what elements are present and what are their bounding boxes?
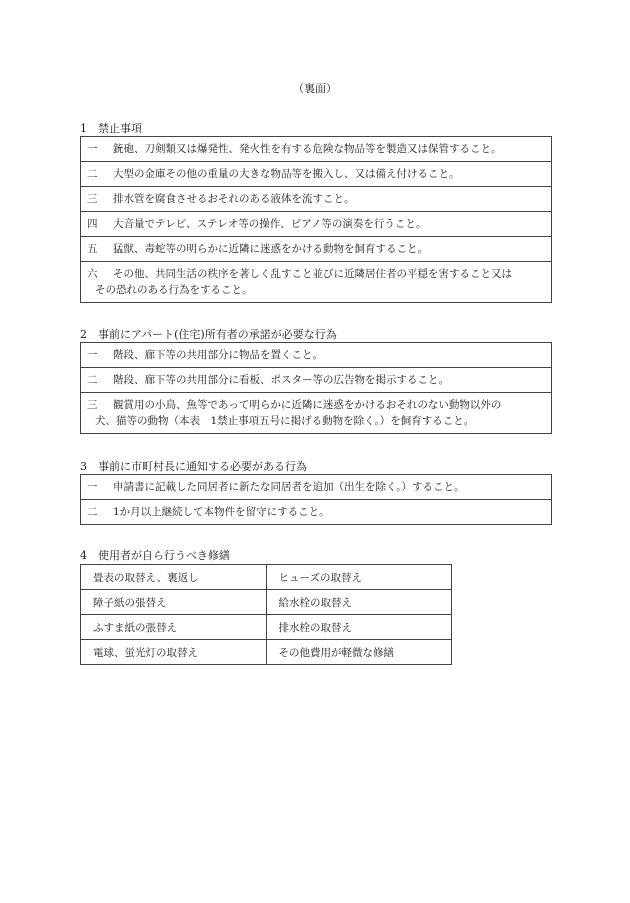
item-text: 銃砲、刀剣類又は爆発性、発火性を有する危険な物品等を製造又は保管すること。 (113, 143, 502, 155)
repair-cell: 排水栓の取替え (266, 615, 452, 640)
item-text: その他、共同生活の秩序を著しく乱すこと並びに近隣居住者の平穏を害すること又は (113, 268, 512, 280)
table-row (81, 162, 552, 187)
table-row (81, 368, 552, 393)
item-number: 三 (87, 399, 98, 411)
section-heading-prohibited: 1 禁止事項 (80, 122, 142, 135)
item-number: 一 (87, 481, 98, 493)
item-text: 猛獣、毒蛇等の明らかに近隣に迷惑をかける動物を飼育すること。 (113, 243, 428, 255)
prohibited-items-table (80, 136, 552, 303)
table-row (81, 640, 452, 665)
item-number: 六 (87, 268, 98, 280)
section-heading-notify-mayor: 3 事前に市町村長に通知する必要がある行為 (80, 460, 307, 473)
item-text: 大音量でテレビ、ステレオ等の操作、ピアノ等の演奏を行うこと。 (113, 218, 427, 230)
table-row (81, 187, 552, 212)
repair-cell: ふすま紙の張替え (81, 615, 267, 640)
item-number: 五 (87, 243, 98, 255)
section-heading-owner-approval: 2 事前にアパート(住宅)所有者の承諾が必要な行為 (80, 328, 337, 341)
item-text: 排水管を腐食させるおそれのある液体を流すこと。 (113, 193, 355, 205)
notify-mayor-table (80, 474, 552, 525)
item-text: 階段、廊下等の共用部分に看板、ポスター等の広告物を掲示すること。 (113, 374, 449, 386)
table-row (81, 590, 452, 615)
item-text: 申請書に記載した同居者に新たな同居者を追加（出生を除く。）すること。 (113, 481, 465, 493)
owner-approval-table (80, 342, 552, 434)
table-row (81, 615, 452, 640)
table-row (81, 475, 552, 500)
item-number: 四 (87, 218, 98, 230)
repair-cell: 給水栓の取替え (266, 590, 452, 615)
item-text: 大型の金庫その他の重量の大きな物品等を搬入し、又は備え付けること。 (113, 168, 460, 180)
page-title: （裏面） (293, 82, 337, 95)
table-row (81, 212, 552, 237)
self-repairs-table (80, 564, 452, 665)
item-number: 二 (87, 374, 98, 386)
repair-cell: 畳表の取替え、裏返し (81, 565, 267, 590)
item-text: 観賞用の小鳥、魚等であって明らかに近隣に迷惑をかけるおそれのない動物以外の (113, 399, 502, 411)
repair-cell: その他費用が軽微な修繕 (266, 640, 452, 665)
item-number: 三 (87, 193, 98, 205)
table-row (81, 237, 552, 262)
repair-cell: 障子紙の張替え (81, 590, 267, 615)
table-row (81, 500, 552, 525)
repair-cell: 電球、蛍光灯の取替え (81, 640, 267, 665)
item-number: 一 (87, 349, 98, 361)
table-row (81, 137, 552, 162)
table-row (81, 393, 552, 434)
item-text: 階段、廊下等の共用部分に物品を置くこと。 (113, 349, 323, 361)
table-row (81, 262, 552, 303)
table-row (81, 565, 452, 590)
section-heading-self-repairs: 4 使用者が自ら行うべき修繕 (80, 549, 230, 562)
repair-cell: ヒューズの取替え (266, 565, 452, 590)
item-text-continued: その恐れのある行為をすること。 (95, 284, 253, 296)
item-number: 一 (87, 143, 98, 155)
item-text: 1か月以上継続して本物件を留守にすること。 (113, 506, 330, 518)
item-text-continued: 犬、猫等の動物（本表 1禁止事項五号に掲げる動物を除く。）を飼育すること。 (95, 415, 475, 427)
item-number: 二 (87, 506, 98, 518)
table-row (81, 343, 552, 368)
item-number: 二 (87, 168, 98, 180)
